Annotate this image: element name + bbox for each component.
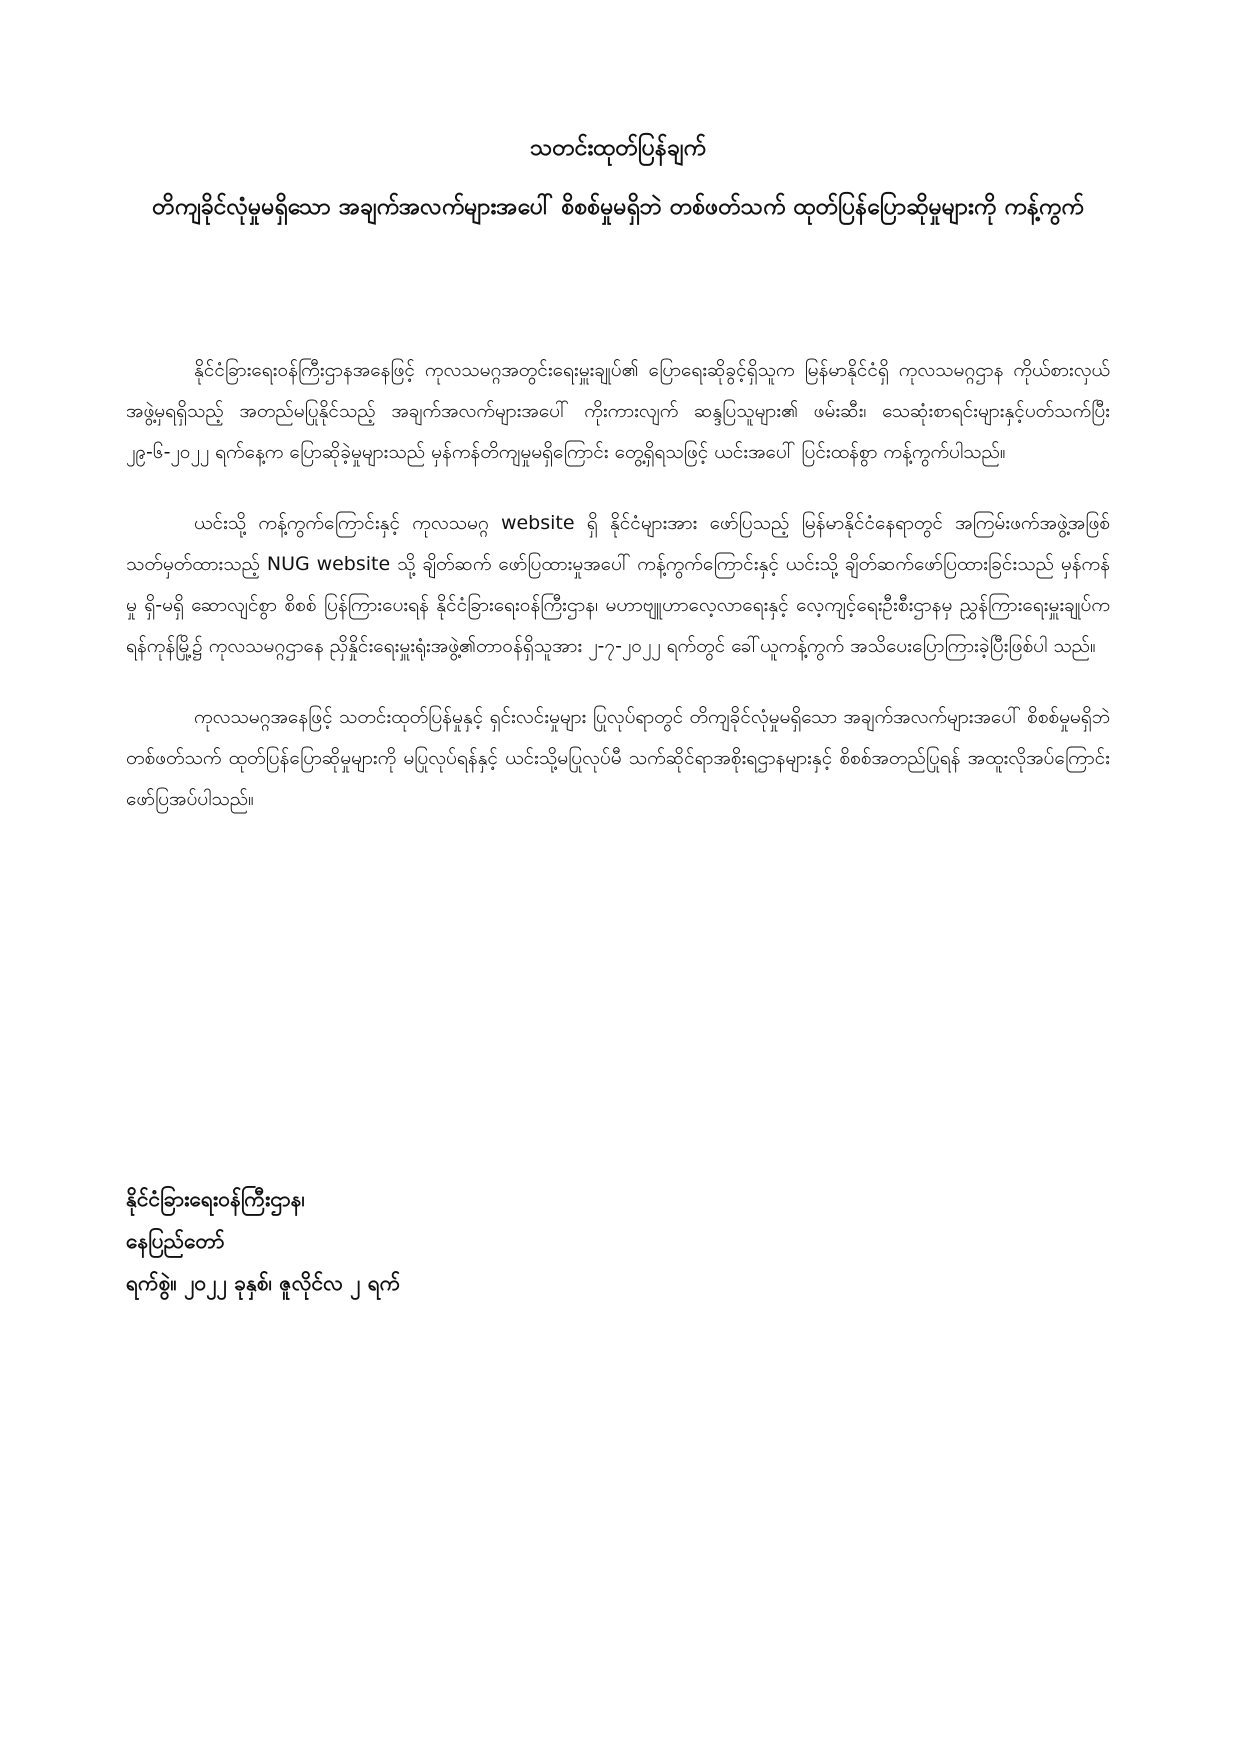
paragraph-1: နိုင်ငံခြားရေးဝန်ကြီးဌာနအနေဖြင့် ကုလသမဂ္ဂအတွင်းရေးမှူးချုပ်၏ ပြောရေးဆိုခွင့်ရှိသူက မြန်မာနိုင်ငံရှိ ကုလသမဂ္ဂဌာန ကိုယ်စားလှယ်အဖွဲ့မှရရှိသည့် အတည်မပြုနိုင်သည့် အချက်အလက်များအပေါ် ကိုးကားလျက် ဆန္ဒပြသူများ၏ ဖမ်းဆီး၊ သေဆုံးစာရင်းများနှင့်ပတ်သက်ပြီး ၂၉-၆-၂၀၂၂ ရက်နေ့က ပြောဆိုခဲ့မှုများသည် မှန်ကန်တိကျမှုမရှိကြောင်း တွေ့ရှိရသဖြင့် ယင်းအပေါ် ပြင်းထန်စွာ ကန့်ကွက်ပါသည်။ — [126, 359, 1110, 463]
document-body — [126, 350, 1110, 850]
paragraph-3: ကုလသမဂ္ဂအနေဖြင့် သတင်းထုတ်ပြန်မှုနှင့် ရှင်းလင်းမှုများ ပြုလုပ်ရာတွင် တိကျခိုင်လုံမှုမရှိသော အချက်အလက်များအပေါ် စိစစ်မှုမရှိဘဲ တစ်ဖတ်သက် ထုတ်ပြန်ပြောဆိုမှုများကို မပြုလုပ်ရန်နှင့် ယင်းသို့မပြုလုပ်မီ သက်ဆိုင်ရာအစိုးရဌာနများနှင့် စိစစ်အတည်ပြုရန် အထူးလိုအပ်ကြောင်းဖော်ပြအပ်ပါသည်။ — [126, 706, 1110, 810]
paragraph-2: ယင်းသို့ ကန့်ကွက်ကြောင်းနှင့် ကုလသမဂ္ဂ website ရှိ နိုင်ငံများအား ဖော်ပြသည့် မြန်မာနိုင်ငံနေရာတွင် အကြမ်းဖက်အဖွဲ့အဖြစ် သတ်မှတ်ထားသည့် NUG website သို့ ချိတ်ဆက် ဖော်ပြထားမှုအပေါ် ကန့်ကွက်ကြောင်းနှင့် ယင်းသို့ ချိတ်ဆက်ဖော်ပြထားခြင်းသည် မှန်ကန်မှု ရှိ-မရှိ ဆောလျင်စွာ စိစစ် ပြန်ကြားပေးရန် နိုင်ငံခြားရေးဝန်ကြီးဌာန၊ မဟာဗျူဟာလေ့လာရေးနှင့် လေ့ကျင့်ရေးဦးစီးဌာနမှ ညွှန်ကြားရေးမှူးချုပ်က ရန်ကုန်မြို့၌ ကုလသမဂ္ဂဌာနေ ညှိနှိုင်းရေးမှူးရုံးအဖွဲ့၏တာဝန်ရှိသူအား ၂-၇-၂၀၂၂ ရက်တွင် ခေါ်ယူကန့်ကွက် အသိပေးပြောကြားခဲ့ပြီးဖြစ်ပါ သည်။ — [126, 512, 1110, 657]
issue-place: နေပြည်တော် — [126, 1229, 225, 1253]
signature-block — [126, 1178, 400, 1304]
issue-date: ရက်စွဲ။ ၂၀၂၂ ခုနှစ်၊ ဇူလိုင်လ ၂ ရက် — [126, 1271, 401, 1295]
issuer-name: နိုင်ငံခြားရေးဝန်ကြီးဌာန၊ — [126, 1187, 305, 1211]
document-title: တိကျခိုင်လုံမှုမရှိသော အချက်အလက်များအပေါ် စိစစ်မှုမရှိဘဲ တစ်ဖတ်သက် ထုတ်ပြန်ပြောဆိုမှုများကို ကန့်ကွက် — [152, 194, 1084, 220]
document-header — [126, 132, 1110, 226]
document-type-heading: သတင်းထုတ်ပြန်ချက် — [530, 135, 706, 161]
